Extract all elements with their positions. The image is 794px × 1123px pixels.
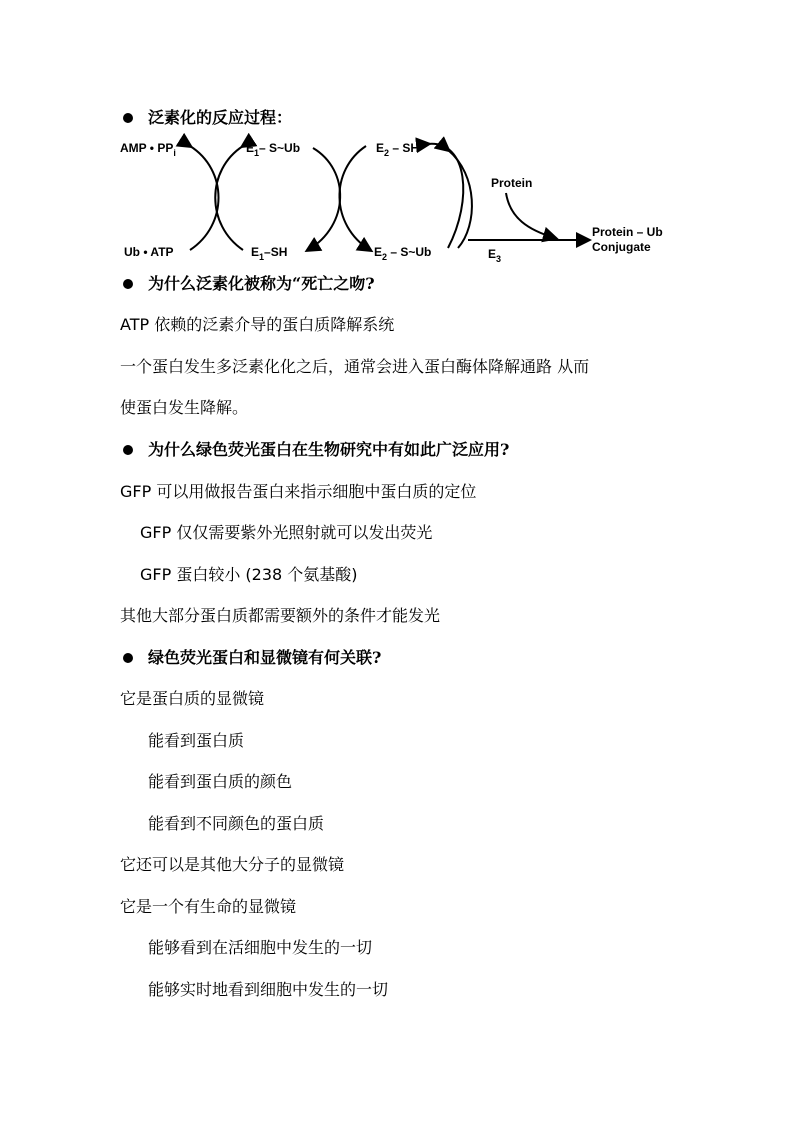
svg-text:Protein: Protein: [491, 176, 533, 190]
paragraph: 能看到蛋白质: [148, 731, 245, 750]
paragraph: ATP 依赖的泛素介导的蛋白质降解系统: [120, 315, 395, 334]
ubiquitination-diagram: [118, 130, 698, 265]
section-heading: 为什么绿色荧光蛋白在生物研究中有如此广泛应用?: [148, 440, 510, 459]
paragraph: GFP 蛋白较小 (238 个氨基酸): [140, 565, 358, 584]
paragraph: 它是一个有生命的显微镜: [120, 897, 297, 916]
svg-text:E2 – S~Ub: $E_2$ – S~Ub: [374, 245, 432, 262]
paragraph: 能够看到在活细胞中发生的一切: [148, 938, 373, 957]
paragraph: 能看到蛋白质的颜色: [148, 772, 293, 791]
protein-arrow: [506, 193, 555, 238]
bullet-icon: [123, 445, 133, 455]
paragraph: 一个蛋白发生多泛素化化之后，通常会进入蛋白酶体降解通路 从而: [120, 357, 590, 376]
svg-text:E1–SH: $E_1-SH$: [251, 245, 288, 262]
paragraph: 使蛋白发生降解。: [120, 398, 249, 417]
cycle-arrow: [308, 148, 340, 250]
paragraph: 它还可以是其他大分子的显微镜: [120, 855, 345, 874]
svg-text:E1– S~Ub: $E_1-$ S~Ub: [246, 141, 301, 158]
paragraph: 能看到不同颜色的蛋白质: [148, 814, 325, 833]
bullet-icon: [123, 653, 133, 663]
section-heading: 为什么泛素化被称为“死亡之吻?: [148, 274, 375, 293]
paragraph: 能够实时地看到细胞中发生的一切: [148, 980, 389, 999]
svg-text:AMP • PPi: AMP • $PP_i$: [120, 141, 176, 158]
paragraph: GFP 可以用做报告蛋白来指示细胞中蛋白质的定位: [120, 482, 477, 501]
section-heading: 泛素化的反应过程：: [148, 108, 293, 127]
bullet-icon: [123, 279, 133, 289]
cycle-arrow: [190, 146, 219, 250]
svg-text:Ub • ATP: Ub • ATP: [124, 245, 174, 259]
section-heading: 绿色荧光蛋白和显微镜有何关联?: [148, 648, 382, 667]
paragraph: 它是蛋白质的显微镜: [120, 689, 265, 708]
svg-text:E2 – SH: $E_2$ – SH: [376, 141, 420, 158]
svg-text:Conjugate: Conjugate: [592, 240, 651, 254]
cycle-arrow: [428, 144, 463, 248]
cycle-arrow: [339, 146, 370, 250]
svg-text:E3: $E_3$: [488, 247, 502, 264]
bullet-icon: [123, 113, 133, 123]
paragraph: GFP 仅仅需要紫外光照射就可以发出荧光: [140, 523, 433, 542]
svg-text:Protein – Ub: Protein – Ub: [592, 225, 663, 239]
paragraph: 其他大部分蛋白质都需要额外的条件才能发光: [120, 606, 441, 625]
